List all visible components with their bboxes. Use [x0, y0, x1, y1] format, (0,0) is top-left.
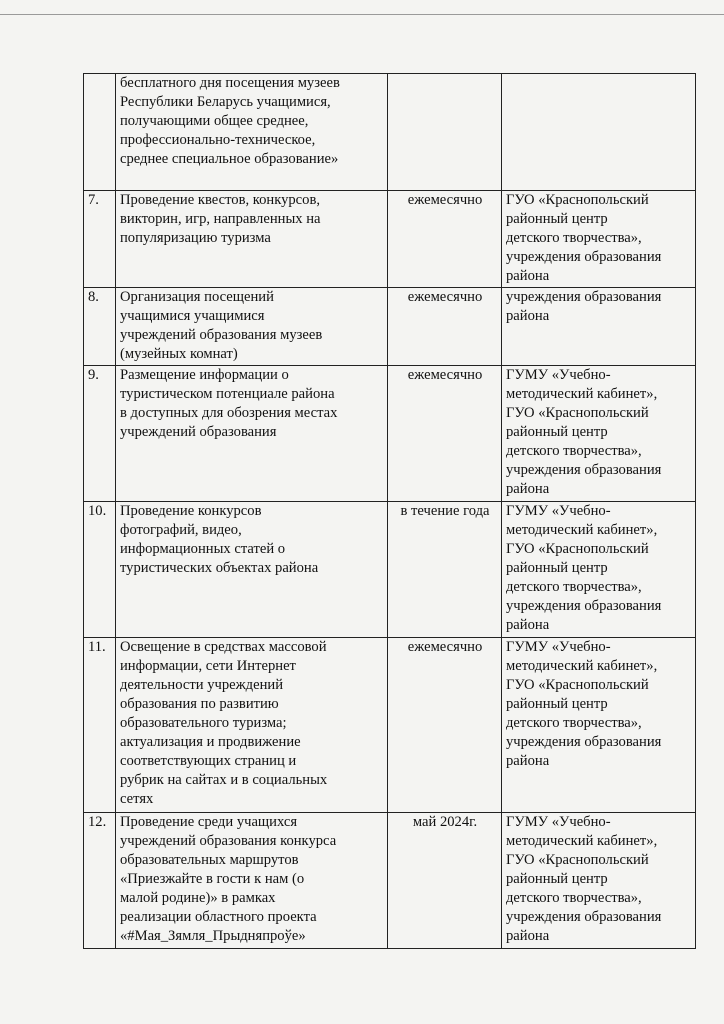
event-cell-line: Республики Беларусь учащимися, — [120, 94, 331, 110]
event-cell-line: Организация посещений — [120, 289, 274, 305]
term-cell-line: в течение года — [400, 503, 490, 519]
row-number: 12. — [84, 813, 116, 949]
responsible-cell-line: ГУО «Краснопольский — [506, 192, 649, 208]
event-cell-line: туристических объектах района — [120, 560, 319, 576]
term-cell — [388, 288, 502, 366]
responsible-cell-line: района — [506, 481, 550, 497]
event-cell-line: учреждений образования музеев — [120, 327, 323, 343]
responsible-cell-line: методический кабинет», — [506, 833, 658, 849]
row-number: 7. — [84, 191, 116, 288]
term-cell — [388, 813, 502, 949]
responsible-cell-line: района — [506, 928, 550, 944]
event-cell-line: деятельности учреждений — [120, 677, 284, 693]
term-cell — [388, 502, 502, 638]
event-cell-line: среднее специальное образование» — [120, 151, 339, 167]
event-cell — [116, 74, 388, 191]
event-cell-line: популяризацию туризма — [120, 230, 271, 246]
event-cell-line: учащимися учащимися — [120, 308, 265, 324]
event-cell-line: образования по развитию — [120, 696, 279, 712]
events-table-body — [84, 74, 696, 949]
table-row — [84, 74, 696, 191]
responsible-cell-line: района — [506, 268, 550, 284]
events-table — [83, 73, 696, 949]
term-cell — [388, 638, 502, 813]
row-number — [84, 74, 116, 191]
term-cell — [388, 74, 502, 191]
event-cell-line: Размещение информации о — [120, 367, 289, 383]
responsible-cell-line: детского творчества», — [506, 443, 642, 459]
event-cell-line: викторин, игр, направленных на — [120, 211, 321, 227]
responsible-cell-line: учреждения образования — [506, 909, 662, 925]
responsible-cell — [502, 366, 696, 502]
term-cell — [388, 366, 502, 502]
event-cell-line: бесплатного дня посещения музеев — [120, 75, 340, 91]
responsible-cell-line: ГУМУ «Учебно- — [506, 503, 611, 519]
responsible-cell-line: детского творчества», — [506, 230, 642, 246]
responsible-cell-line: методический кабинет», — [506, 658, 658, 674]
responsible-cell-line: учреждения образования — [506, 734, 662, 750]
responsible-cell-line: ГУО «Краснопольский — [506, 852, 649, 868]
row-number: 10. — [84, 502, 116, 638]
event-cell-line: профессионально-техническое, — [120, 132, 316, 148]
responsible-cell-line: районный центр — [506, 871, 608, 887]
event-cell-line: (музейных комнат) — [120, 346, 238, 362]
responsible-cell-line: учреждения образования — [506, 249, 662, 265]
responsible-cell-line: ГУМУ «Учебно- — [506, 639, 611, 655]
responsible-cell-line: учреждения образования — [506, 598, 662, 614]
event-cell-line: реализации областного проекта — [120, 909, 317, 925]
event-cell — [116, 813, 388, 949]
row-number: 8. — [84, 288, 116, 366]
responsible-cell — [502, 74, 696, 191]
responsible-cell-line: детского творчества», — [506, 890, 642, 906]
responsible-cell-line: ГУО «Краснопольский — [506, 405, 649, 421]
event-cell-line: получающими общее среднее, — [120, 113, 309, 129]
event-cell-line: сетях — [120, 791, 154, 807]
event-cell — [116, 502, 388, 638]
responsible-cell-line: ГУО «Краснопольский — [506, 677, 649, 693]
responsible-cell-line: детского творчества», — [506, 715, 642, 731]
responsible-cell — [502, 502, 696, 638]
event-cell-line: информационных статей о — [120, 541, 286, 557]
term-cell-line: ежемесячно — [407, 367, 483, 383]
row-number: 9. — [84, 366, 116, 502]
responsible-cell — [502, 638, 696, 813]
event-cell — [116, 191, 388, 288]
responsible-cell-line: районный центр — [506, 560, 608, 576]
responsible-cell-line: детского творчества», — [506, 579, 642, 595]
event-cell-line: «Приезжайте в гости к нам (о — [120, 871, 305, 887]
responsible-cell-line: ГУМУ «Учебно- — [506, 814, 611, 830]
responsible-cell-line: учреждения образования — [506, 462, 662, 478]
event-cell-line: туристическом потенциале района — [120, 386, 335, 402]
responsible-cell — [502, 191, 696, 288]
event-cell — [116, 638, 388, 813]
responsible-cell-line: районный центр — [506, 424, 608, 440]
responsible-cell-line: района — [506, 617, 550, 633]
responsible-cell-line: методический кабинет», — [506, 522, 658, 538]
term-cell-line: ежемесячно — [407, 639, 483, 655]
event-cell-line: рубрик на сайтах и в социальных — [120, 772, 328, 788]
term-cell — [388, 191, 502, 288]
responsible-cell-line: районный центр — [506, 211, 608, 227]
responsible-cell-line: учреждения образования — [506, 289, 662, 305]
table-row — [84, 191, 696, 288]
event-cell-line: Проведение среди учащихся — [120, 814, 298, 830]
event-cell-line: учреждений образования конкурса — [120, 833, 337, 849]
event-cell-line: в доступных для обозрения местах — [120, 405, 338, 421]
table-row — [84, 638, 696, 813]
event-cell-line: соответствующих страниц и — [120, 753, 297, 769]
responsible-cell-line: ГУО «Краснопольский — [506, 541, 649, 557]
event-cell-line: Проведение конкурсов — [120, 503, 262, 519]
table-row — [84, 366, 696, 502]
event-cell-line: образовательного туризма; — [120, 715, 287, 731]
table-row — [84, 288, 696, 366]
responsible-cell-line: района — [506, 753, 550, 769]
event-cell-line: «#Мая_Зямля_Прыдняпроўе» — [120, 928, 306, 944]
responsible-cell — [502, 288, 696, 366]
page-top-edge — [0, 14, 724, 15]
event-cell-line: Проведение квестов, конкурсов, — [120, 192, 321, 208]
event-cell-line: фотографий, видео, — [120, 522, 242, 538]
responsible-cell — [502, 813, 696, 949]
event-cell-line: информации, сети Интернет — [120, 658, 296, 674]
event-cell — [116, 288, 388, 366]
responsible-cell-line: методический кабинет», — [506, 386, 658, 402]
term-cell-line: ежемесячно — [407, 289, 483, 305]
term-cell-line: ежемесячно — [407, 192, 483, 208]
row-number: 11. — [84, 638, 116, 813]
event-cell-line: актуализация и продвижение — [120, 734, 301, 750]
event-cell-line: Освещение в средствах массовой — [120, 639, 327, 655]
table-row — [84, 502, 696, 638]
responsible-cell-line: ГУМУ «Учебно- — [506, 367, 611, 383]
event-cell-line: образовательных маршрутов — [120, 852, 299, 868]
event-cell — [116, 366, 388, 502]
responsible-cell-line: районный центр — [506, 696, 608, 712]
event-cell-line: малой родине)» в рамках — [120, 890, 276, 906]
term-cell-line: май 2024г. — [412, 814, 478, 830]
responsible-cell-line: района — [506, 308, 550, 324]
table-row — [84, 813, 696, 949]
event-cell-line: учреждений образования — [120, 424, 277, 440]
